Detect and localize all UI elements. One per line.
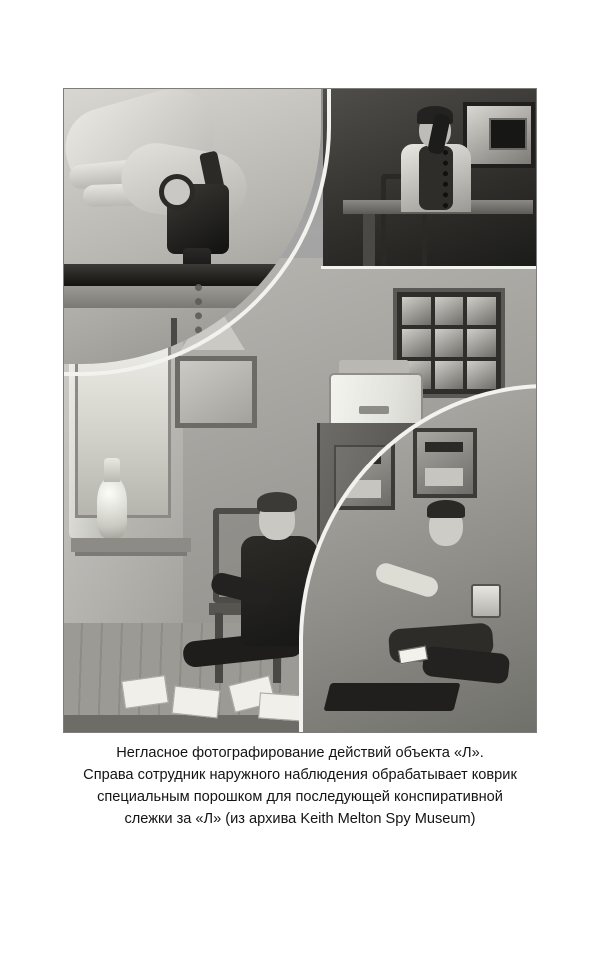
agent-hair [427, 500, 465, 518]
figure-caption [63, 742, 537, 830]
caption-line-1: Негласное фотографирование действий объекта «Л». [116, 745, 484, 761]
desk-leg [363, 214, 375, 268]
floor-paper-4 [258, 692, 306, 721]
telephone-operator-panel [323, 88, 537, 268]
mailbox-left [331, 440, 395, 510]
kerosene-lamp [97, 478, 127, 538]
figure-illustration [63, 88, 537, 733]
telephone-cord [443, 150, 458, 208]
caption-line-4: слежки за «Л» (из архива Keith Melton Spy Museum) [124, 811, 476, 827]
powder-agent-panel [303, 388, 537, 733]
wall-picture-frame [175, 356, 257, 428]
camera-winding-knob [159, 174, 195, 210]
shutter-release-cable [195, 284, 218, 364]
subject-hair [257, 492, 297, 512]
caption-line-3: специальным порошком для последующей конспиративной [97, 789, 503, 805]
side-table [71, 538, 191, 552]
floor-paper-2 [172, 686, 221, 719]
mailbox-right [413, 428, 477, 498]
shelf-edge-light [63, 286, 321, 308]
panel-divider-horizontal [321, 266, 537, 269]
refrigerator-badge [359, 406, 389, 414]
shelf-edge-dark [63, 264, 321, 286]
door-mat [324, 683, 461, 711]
hanging-wire [171, 318, 177, 358]
caption-line-2: Справа сотрудник наружного наблюдения обрабатывает коврик [83, 767, 517, 783]
powder-jar [471, 584, 501, 618]
radio-receiver [489, 118, 527, 150]
agent-leg-back [422, 646, 511, 685]
